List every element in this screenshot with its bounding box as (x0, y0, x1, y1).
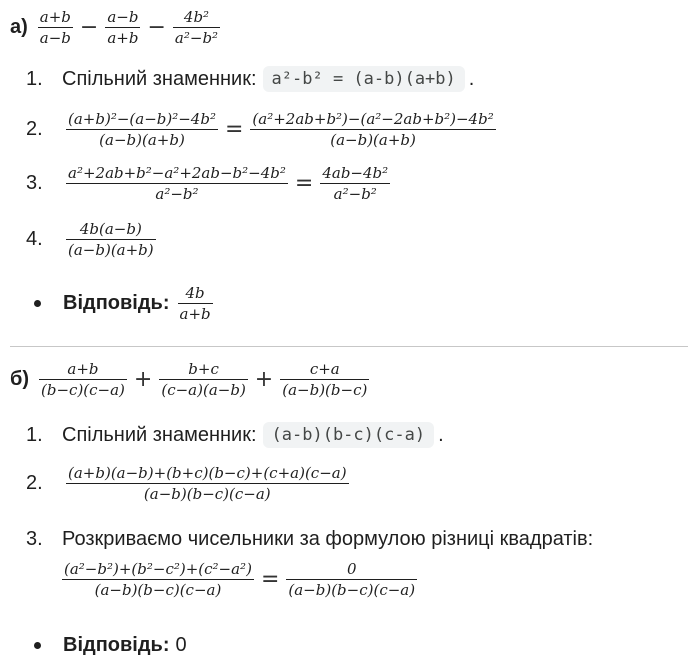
fraction (66, 464, 349, 503)
numerator: (a+b)²−(a−b)²−4b² (68, 110, 216, 128)
denominator: a²−b² (320, 183, 390, 203)
step-formula (66, 110, 496, 149)
numerator: a+b (39, 8, 71, 26)
fraction (320, 164, 390, 203)
part-b-answer (34, 634, 187, 657)
numerator: (a²+2ab+b²)−(a²−2ab+b²)−4b² (252, 110, 494, 128)
step-number: 2. (26, 472, 43, 494)
fraction (286, 560, 417, 599)
step-number: 1. (26, 423, 43, 446)
step-number: 1. (26, 67, 43, 90)
part-b-header (10, 360, 369, 399)
step-number: 2. (26, 118, 43, 140)
denominator: (a−b)(b−c)(c−a) (66, 483, 349, 503)
math-operator: + (133, 367, 153, 392)
fraction (159, 360, 247, 399)
step-number: 4. (26, 228, 43, 250)
inline-code: (a-b)(b-c)(c-a) (263, 422, 435, 448)
part-a-answer (34, 284, 213, 323)
numerator: (a²−b²)+(b²−c²)+(c²−a²) (64, 560, 252, 578)
part-a-label: а) (10, 16, 28, 38)
section-divider (10, 346, 688, 347)
math-operator: − (79, 15, 99, 40)
part-a-step-4 (26, 220, 156, 259)
step-end: . (438, 423, 444, 446)
answer-formula (178, 284, 213, 323)
denominator: a+b (107, 29, 139, 47)
numerator: 4b(a−b) (79, 220, 142, 238)
part-b-label: б) (10, 368, 30, 390)
answer-value: 0 (175, 634, 187, 656)
numerator: 4b (185, 284, 205, 302)
denominator: (a−b)(a+b) (68, 241, 154, 259)
inline-code: a²-b² = (a-b)(a+b) (263, 66, 465, 92)
numerator: (a+b)(a−b)+(b+c)(b−c)+(c+a)(c−a) (68, 464, 347, 482)
step-number: 3. (26, 172, 43, 194)
part-a-step-2 (26, 110, 496, 149)
denominator: a+b (179, 305, 211, 323)
part-a-step-3 (26, 164, 390, 203)
denominator: (a−b)(a+b) (250, 129, 495, 149)
bullet-icon (34, 642, 41, 649)
step-text: Розкриваємо чисельники за формулою різниці квадратів: (62, 528, 594, 550)
fraction (62, 560, 254, 599)
denominator: (c−a)(a−b) (161, 381, 246, 399)
step-text: Спільний знаменник: (62, 67, 257, 90)
math-operator: = (260, 567, 280, 592)
fraction (280, 360, 369, 399)
part-b-expression (39, 360, 369, 399)
step-formula (66, 164, 390, 203)
bullet-icon (34, 300, 41, 307)
denominator: a²−b² (174, 29, 219, 47)
denominator: a²−b² (66, 183, 288, 203)
step-formula (66, 220, 156, 259)
fraction (105, 8, 140, 47)
part-a-header (10, 8, 220, 47)
part-a-step-1 (26, 66, 474, 92)
numerator: a+b (67, 360, 99, 378)
denominator: (a−b)(b−c)(c−a) (288, 581, 416, 599)
part-b-step-1 (26, 422, 444, 448)
denominator: (a−b)(b−c)(c−a) (62, 579, 254, 599)
part-b-step-2 (26, 464, 349, 503)
numerator: 4b² (183, 8, 210, 26)
fraction (66, 220, 156, 259)
denominator: a−b (39, 29, 71, 47)
numerator: 4ab−4b² (322, 164, 389, 182)
step-number: 3. (26, 528, 43, 550)
fraction (250, 110, 495, 149)
numerator: c+a (309, 360, 340, 378)
math-operator: + (254, 367, 274, 392)
part-a-expression (38, 8, 220, 47)
fraction (173, 8, 220, 47)
numerator: b+c (188, 360, 219, 378)
fraction (66, 164, 288, 203)
math-operator: = (294, 171, 314, 196)
math-operator: − (147, 15, 166, 40)
step-formula (66, 464, 349, 503)
fraction (178, 284, 213, 323)
numerator: a−b (107, 8, 139, 26)
fraction (66, 110, 218, 149)
fraction (38, 8, 73, 47)
step-formula (62, 560, 417, 599)
fraction (39, 360, 127, 399)
step-text: Спільний знаменник: (62, 423, 257, 446)
math-operator: = (224, 117, 244, 142)
denominator: (a−b)(b−c) (282, 381, 368, 399)
answer-label: Відповідь: (63, 292, 170, 314)
numerator: 0 (346, 560, 357, 578)
part-b-step-3-formula-row (62, 560, 417, 599)
denominator: (a−b)(a+b) (66, 129, 218, 149)
answer-label: Відповідь: (63, 634, 170, 656)
numerator: a²+2ab+b²−a²+2ab−b²−4b² (68, 164, 286, 182)
part-b-step-3 (26, 528, 593, 551)
denominator: (b−c)(c−a) (41, 381, 125, 399)
step-end: . (468, 67, 475, 90)
